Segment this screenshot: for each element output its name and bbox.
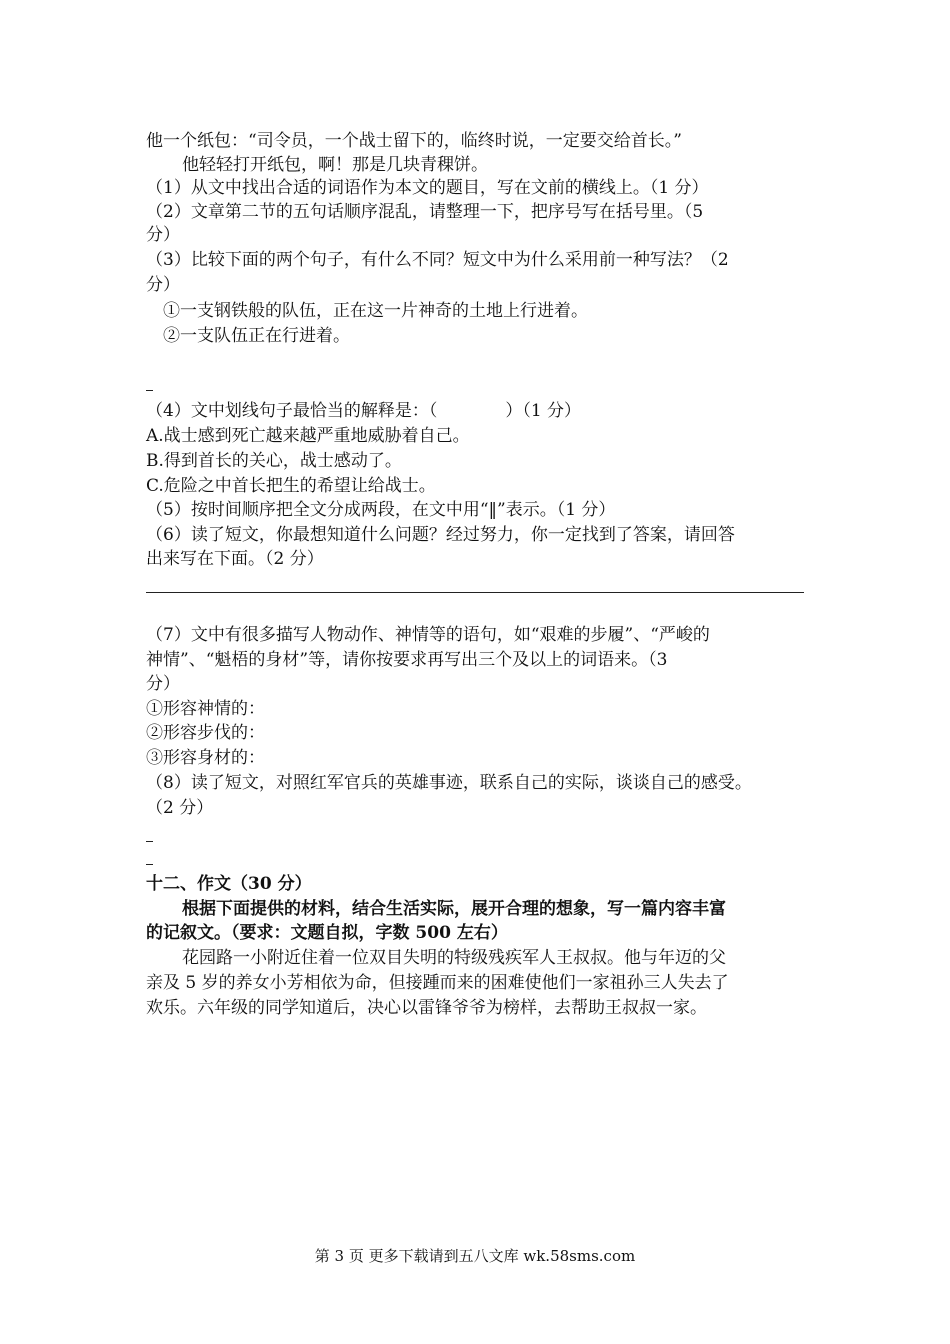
story-text-line: 他一个纸包：“司令员，一个战士留下的，临终时说，一定要交给首长。”	[146, 131, 682, 151]
essay-material: 花园路一小附近住着一位双目失明的特级残疾军人王叔叔。他与年迈的父	[182, 948, 726, 968]
story-text-line: 他轻轻打开纸包，啊！那是几块青稞饼。	[182, 155, 488, 175]
question-7: （7）文中有很多描写人物动作、神情等的语句，如“艰难的步履”、“严峻的	[146, 625, 710, 645]
question-3-cont: 分）	[146, 275, 180, 295]
essay-instructions-cont: 的记叙文。（要求：文题自拟，字数 500 左右）	[146, 923, 508, 943]
question-7-cont: 分）	[146, 674, 180, 694]
question-5: （5）按时间顺序把全文分成两段，在文中用“‖”表示。（1 分）	[146, 500, 616, 520]
question-4: （4）文中划线句子最恰当的解释是：（ ）（1 分）	[146, 401, 582, 421]
question-6: （6）读了短文，你最想知道什么问题？经过努力，你一定找到了答案，请回答	[146, 525, 735, 545]
question-8-cont: （2 分）	[146, 798, 214, 818]
answer-blank	[146, 841, 153, 842]
question-7-cont: 神情”、“魁梧的身材”等，请你按要求再写出三个及以上的词语来。（3	[146, 650, 668, 670]
question-3: （3）比较下面的两个句子，有什么不同？短文中为什么采用前一种写法？（2	[146, 250, 729, 270]
question-2-cont: 分）	[146, 225, 180, 245]
question-8: （8）读了短文，对照红军官兵的英雄事迹，联系自己的实际，谈谈自己的感受。	[146, 773, 752, 793]
essay-material-cont: 欢乐。六年级的同学知道后，决心以雷锋爷爷为榜样，去帮助王叔叔一家。	[146, 998, 707, 1018]
answer-blank	[146, 864, 153, 865]
answer-prompt: ②形容步伐的：	[146, 723, 265, 743]
answer-prompt: ③形容身材的：	[146, 748, 265, 768]
sentence-option: ②一支队伍正在行进着。	[163, 326, 350, 346]
section-heading: 十二、作文（30 分）	[146, 874, 312, 894]
choice-a: A.战士感到死亡越来越严重地威胁着自己。	[146, 426, 470, 446]
sentence-option: ①一支钢铁般的队伍，正在这一片神奇的土地上行进着。	[163, 301, 588, 321]
essay-instructions: 根据下面提供的材料，结合生活实际，展开合理的想象，写一篇内容丰富	[182, 899, 726, 919]
choice-c: C.危险之中首长把生的希望让给战士。	[146, 476, 436, 496]
answer-blank	[146, 390, 153, 391]
answer-prompt: ①形容神情的：	[146, 699, 265, 719]
page-footer: 第 3 页 更多下载请到五八文库 wk.58sms.com	[314, 1247, 636, 1265]
essay-material-cont: 亲及 5 岁的养女小芳相依为命，但接踵而来的困难使他们一家祖孙三人失去了	[146, 973, 729, 993]
answer-line	[146, 592, 804, 593]
question-6-cont: 出来写在下面。（2 分）	[146, 549, 324, 569]
question-2: （2）文章第二节的五句话顺序混乱，请整理一下，把序号写在括号里。（5	[146, 202, 704, 222]
choice-b: B.得到首长的关心，战士感动了。	[146, 451, 402, 471]
question-1: （1）从文中找出合适的词语作为本文的题目，写在文前的横线上。（1 分）	[146, 178, 709, 198]
